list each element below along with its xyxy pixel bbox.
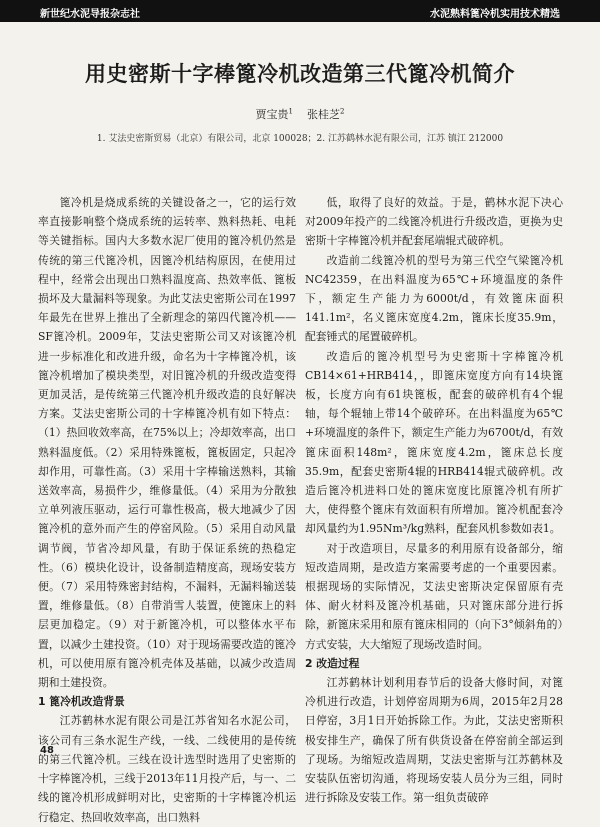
left-column xyxy=(38,193,296,827)
affiliation: 1. 艾法史密斯贸易（北京）有限公司，北京 100028；2. 江苏鹤林水泥有限公司，江苏 镇江 212000 xyxy=(96,134,504,144)
author-2: 张桂芝 xyxy=(307,108,340,121)
collection-name: 水泥熟料篦冷机实用技术精选 xyxy=(430,9,560,20)
process-paragraph: 江苏鹤林计划利用春节后的设备大修时间，对篦冷机进行改造，计划停窑周期为6周，2015年2月28日停窑，3月1日开始拆除工作。为此，艾法史密斯积极安排生产，确保了所有供货设备在停窑前全部运到了现场。为缩短改造周期，艾法史密斯与江苏鹤林及安装队伍密切沟通，将现场安装人员分为三组，同时进行拆除及安装工作。第一组负责破碎 xyxy=(305,676,563,805)
journal-name: 新世纪水泥导报杂志社 xyxy=(40,9,140,20)
running-header xyxy=(0,0,600,22)
right-paragraph-4: 对于改造项目，尽量多的利用原有设备部分，缩短改造周期，是改造方案需要考虑的一个重要因素。根据现场的实际情况，艾法史密斯决定保留原有壳体、耐火材料及篦冷机基础，只对篦床部分进行拆除，新篦床采用和原有篦床相同的（向下3°倾斜角的）方式安装，大大缩短了现场改造时间。 xyxy=(305,541,563,651)
author-line xyxy=(0,106,600,122)
section-heading-background: 1 篦冷机改造背景 xyxy=(38,695,125,709)
article-title: 用史密斯十字棒篦冷机改造第三代篦冷机简介 xyxy=(85,62,515,86)
right-paragraph-3: 改造后的篦冷机型号为史密斯十字棒篦冷机CB14×61+HRB414，，即篦床宽度方向有14块篦板，长度方向有61块篦板，配套的破碎机有4个辊轴，每个辊轴上带14个破碎环。在出料温度为65℃+环境温度的条件下，额定生产能力为6700t/d，有效篦床面积148m²，篦床宽度4.2m，篦床总长度35.9m，配套史密斯4辊的HRB414辊式破碎机。改造后篦冷机进料口处的篦床宽度比原篦冷机有所扩大，使得整个篦床有效面积有所增加。篦冷机配套冷却风量约为1.95Nm³/kg熟料，配套风机参数如表1。 xyxy=(305,349,563,536)
intro-paragraph: 篦冷机是烧成系统的关键设备之一，它的运行效率直接影响整个烧成系统的运转率、熟料热耗、电耗等关键指标。国内大多数水泥厂使用的篦冷机仍然是传统的第三代篦冷机，因篦冷机结构原因，在使用过程中，经常会出现出口熟料温度高、热效率低、篦板损坏及大量漏料等现象。为此艾法史密斯公司在1997年最先在世界上推出了全新理念的第四代篦冷机——SF篦冷机。2009年，艾法史密斯公司又对该篦冷机进一步标准化和改进升级，命名为十字棒篦冷机，该篦冷机增加了模块类型，对旧篦冷机的升级改造变得更加灵活，是传统第三代篦冷机升级改造的良好解决方案。艾法史密斯公司的十字棒篦冷机有如下特点：（1）热回收效率高，在75%以上；冷却效率高，出口熟料温度低。（2）采用特殊篦板，篦板固定，只起冷却作用，可靠性高。（3）采用十字棒输送熟料，其输送效率高，易损件少，维修量低。（4）采用为分散独立单列液压驱动，运行可靠性极高，极大地减少了因篦冷机的意外而产生的停窑风险。（5）采用自动风量调节阀，节省冷却风量，有助于保证系统的热稳定性。（6）模块化设计，设备制造精度高，现场安装方便。（7）采用特殊密封结构，不漏料，无漏料输送装置，维修量低。（8）自带消雪人装置，使篦床上的料层更加稳定。（9）对于新篦冷机，可以整体水平布置，以减少土建投资。（10）对于现场需要改造的篦冷机，可以使用原有篦冷机壳体及基础，以减少改造周期和土建投资。 xyxy=(38,196,296,690)
author-2-mark: 2 xyxy=(340,107,345,116)
right-paragraph-1: 低，取得了良好的效益。于是，鹤林水泥下决心对2009年投产的二线篦冷机进行升级改造，更换为史密斯十字棒篦冷机并配套尾端辊式破碎机。 xyxy=(305,196,563,248)
right-paragraph-2: 改造前二线篦冷机的型号为第三代空气梁篦冷机NC42359，在出料温度为65℃+环境温度的条件下，额定生产能力为6000t/d，有效篦床面积141.1m²，名义篦床宽度4.2m，篦床长度35.9m，配套锤式的尾置破碎机。 xyxy=(305,253,563,344)
page-number: 48 xyxy=(40,745,54,756)
background-paragraph: 江苏鹤林水泥有限公司是江苏省知名水泥公司，该公司有三条水泥生产线，一线、二线使用的是传统的第三代篦冷机。三线在设计选型时选用了史密斯的十字棒篦冷机，三线于2013年11月投产后，与一、二线的篦冷机形成鲜明对比，史密斯的十字棒篦冷机运行稳定、热回收效率高，出口熟料 xyxy=(38,714,296,824)
author-1: 贾宝贵 xyxy=(255,108,289,121)
section-heading-process: 2 改造过程 xyxy=(305,656,360,670)
right-column xyxy=(305,193,563,808)
author-1-mark: 1 xyxy=(288,107,293,116)
